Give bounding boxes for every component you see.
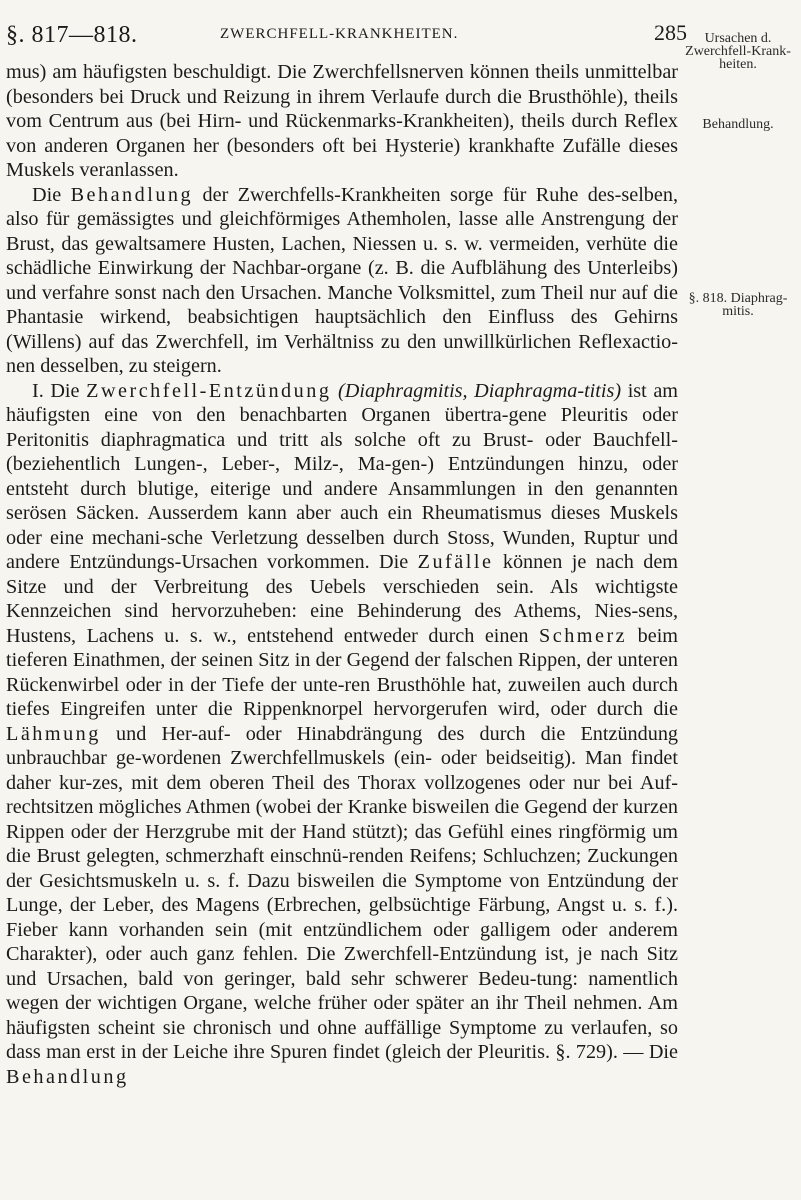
paragraph-treatment [6, 183, 678, 379]
diaphragmitis-heading: Zwerchfell-Entzündung [86, 379, 332, 402]
body-text [6, 60, 678, 1089]
diaphragmitis-latin-names: (Diaphragmitis, Diaphragma-titis) [338, 379, 622, 402]
diaphragmitis-text-a: ist am häufigsten eine von den benachbarten Organen übertra-gene Pleuritis oder Peritonitis diaphragmatica und tritt als solche oft zu Brust- oder Bauchfell- (beziehentlich Lungen-, Leber-, Milz-, Ma-gen-) Entzündungen hinzu, oder entsteht durch blutige, eiterige und andere Ansammlungen in den genannten serösen Säcken. Ausserdem kann aber auch ein Rheumatismus dieses Muskels oder eine mechani-sche Verletzung desselben durch Stoss, Wunden, Ruptur und andere Entzündungs-Ursachen vorkommen. Die [6, 379, 679, 573]
marginal-note-treatment: Behandlung. [702, 117, 774, 132]
marginal-note-causes: Ursachen d. Zwerchfell-Krank-heiten. [685, 31, 791, 72]
diaphragmitis-text-d: und Her-auf- oder Hinabdrängung des durch die Entzündung unbrauchbar ge-wordenen Zwerchfellmuskels (ein- oder beidseitig). Man findet daher kur-zes, mit dem oberen Theil des Thorax vollzogenes oder nur bei Auf-rechtsitzen mögliches Athmen (wobei der Kranke bisweilen die Gegend der kurzen Rippen oder der Herzgrube mit der Hand stützt); das Gefühl eines ringförmig um die Brust gelegten, schmerzhaft einschnü-renden Reifens; Schluchzen; Zuckungen der Gesichtsmuskeln u. s. f. Dazu bisweilen die Symptome von Entzündung der Lunge, der Leber, des Magens (Erbrechen, gelbsüchtige Färbung, Angst u. s. f.). Fieber kann vorhanden sein (mit entzündlichem oder galligem oder anderem Charakter), oder auch ganz fehlen. Die Zwerchfell-Entzündung ist, je nach Sitz und Ursachen, bald von geringer, bald sehr schwerer Bedeu-tung: namentlich wegen der wichtigen Organe, welche früher oder später an ihr Theil nehmen. Am häufigsten scheint sie chronisch und ohne auffällige Symptome zu verlaufen, so dass man erst in der Leiche ihre Spuren findet (gleich der Pleuritis. §. 729). — Die [6, 722, 679, 1063]
treatment-text: der Zwerchfells-Krankheiten sorge für Ruhe des-selben, also für gemässigtes und gleichförmiges Athemholen, lasse alle Anstrengung der Brust, das gewaltsamere Husten, Lachen, Niessen u. s. w. vermeiden, verhüte die schädliche Einwirkung der Nachbar-organe (z. B. die Aufblähung des Unterleibs) und verfahre sonst nach den Ursachen. Manche Volksmittel, zum Theil nur auf die Phantasie wirkend, beabsichtigen hauptsächlich den Einfluss des Gehirns (Willens) auf das Zwerchfell, im Verhältniss zu den unwillkürlichen Reflexactio-nen desselben, zu steigern. [6, 183, 678, 377]
paragraph-diaphragmitis [6, 379, 678, 1090]
symptoms-heading: Zufälle [417, 551, 494, 573]
diaphragmitis-text-c: beim tieferen Einathmen, der seinen Sitz in der Gegend der falschen Rippen, der unteren Rückenwirbel oder in der Tiefe der unte-ren Brusthöhle hat, zuweilen auch durch tiefes Eingreifen unter die Rippenknorpel hervorgerufen wird, oder durch die [6, 624, 679, 720]
running-title: ZWERCHFELL-KRANKHEITEN. [220, 26, 459, 42]
treatment-term: Behandlung [6, 1065, 129, 1088]
section-number: §. 817—818. [6, 22, 138, 48]
paragraph-causes: mus) am häufigsten beschuldigt. Die Zwerchfellsnerven können theils unmittelbar (besonders bei Druck und Reizung in ihrem Verlaufe durch die Brusthöhle), theils vom Centrum aus (bei Hirn- und Rückenmarks-Krankheiten), theils durch Reflex von anderen Organen her (besonders oft bei Hysterie) krankhafte Zufälle dieses Muskels veranlassen. [6, 61, 678, 181]
marginal-note-diaphragmitis: §. 818. Diaphrag-mitis. [688, 291, 788, 319]
pain-term: Schmerz [539, 624, 628, 647]
paralysis-term: Lähmung [6, 722, 101, 745]
treatment-lead: Die [32, 183, 62, 206]
treatment-heading: Behandlung [70, 183, 194, 206]
diaphragmitis-text-b: können je nach dem Sitze und der Verbreitung des Uebels verschieden sein. Als wichtigste Kennzeichen sind hervorzuheben: eine Behinderung des Athems, Nies-sens, Hustens, Lachens u. s. w., entstehend entweder durch einen [6, 551, 679, 647]
page-number: 285 [654, 20, 687, 45]
diaphragmitis-lead: I. Die [32, 379, 80, 402]
